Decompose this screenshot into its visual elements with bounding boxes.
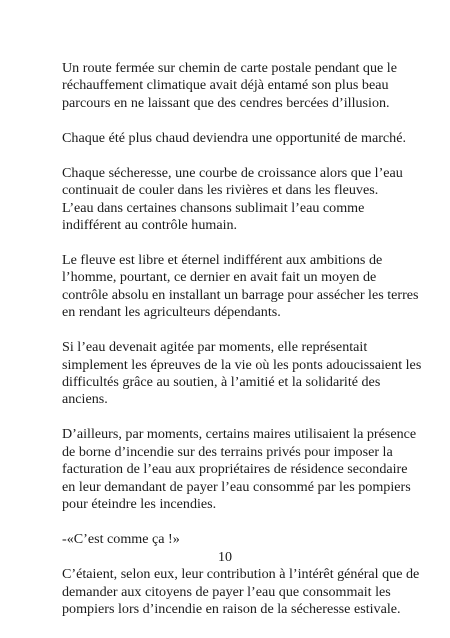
text-line: L’eau dans certaines chansons sublimait l’eau comme	[62, 199, 365, 216]
text-line: facturation de l’eau aux propriétaires de résidence secondaire	[62, 461, 408, 478]
text-line: pompiers lors d’incendie en raison de la sécheresse estivale.	[62, 600, 401, 617]
text-line: pour éteindre les incendies.	[62, 496, 217, 513]
text-line: continuait de couler dans les rivières et dans les fleuves.	[62, 182, 379, 199]
text-line: Un route fermée sur chemin de carte postale pendant que le	[62, 60, 397, 76]
text-line: indifférent au contrôle humain.	[62, 217, 238, 234]
text-line: Si l’eau devenait agitée par moments, elle représentait	[62, 339, 368, 356]
text-line: -«C’est comme ça !»	[62, 531, 180, 548]
text-line: simplement les épreuves de la vie où les ponts adoucissaient les	[62, 356, 422, 373]
text-line: en leur demandant de payer l’eau consommé par les pompiers	[62, 478, 411, 495]
paragraph-3	[62, 164, 403, 235]
paragraph-5	[62, 339, 422, 409]
paragraph-7	[62, 531, 392, 548]
text-line: Le fleuve est libre et éternel indifférent aux ambitions de	[62, 252, 383, 269]
text-line: de borne d’incendie sur des terrains privés pour imposer la	[62, 443, 393, 460]
text-line: demander aux citoyens de payer l’eau que consommait les	[62, 583, 391, 600]
text-line: parcours en ne laissant que des cendres bercées d’illusion.	[62, 94, 390, 111]
text-line: Chaque sécheresse, une courbe de croissance alors que l’eau	[62, 164, 403, 181]
text-line: l’homme, pourtant, ce dernier en avait fait un moyen de	[62, 269, 377, 286]
paragraph-6	[62, 426, 417, 513]
text-line: D’ailleurs, par moments, certains maires utilisaient la présence	[62, 426, 417, 443]
text-line: difficultés grâce au soutien, à l’amitié et la solidarité des	[62, 374, 381, 391]
paragraph-1	[62, 60, 397, 112]
paragraph-2	[62, 129, 406, 147]
text-line: anciens.	[62, 391, 108, 408]
text-line: C’étaient, selon eux, leur contribution à l’intérêt général que de	[62, 566, 420, 583]
text-line: contrôle absolu en installant un barrage pour assécher les terres	[62, 286, 419, 303]
text-line: Chaque été plus chaud deviendra une opportunité de marché.	[62, 129, 406, 146]
page-number: 10	[217, 549, 233, 565]
text-line: en rendant les agriculteurs dépendants.	[62, 304, 281, 321]
text-line: réchauffement climatique avait déjà entamé son plus beau	[62, 77, 389, 94]
paragraph-8	[62, 566, 420, 618]
paragraph-4	[62, 252, 419, 322]
